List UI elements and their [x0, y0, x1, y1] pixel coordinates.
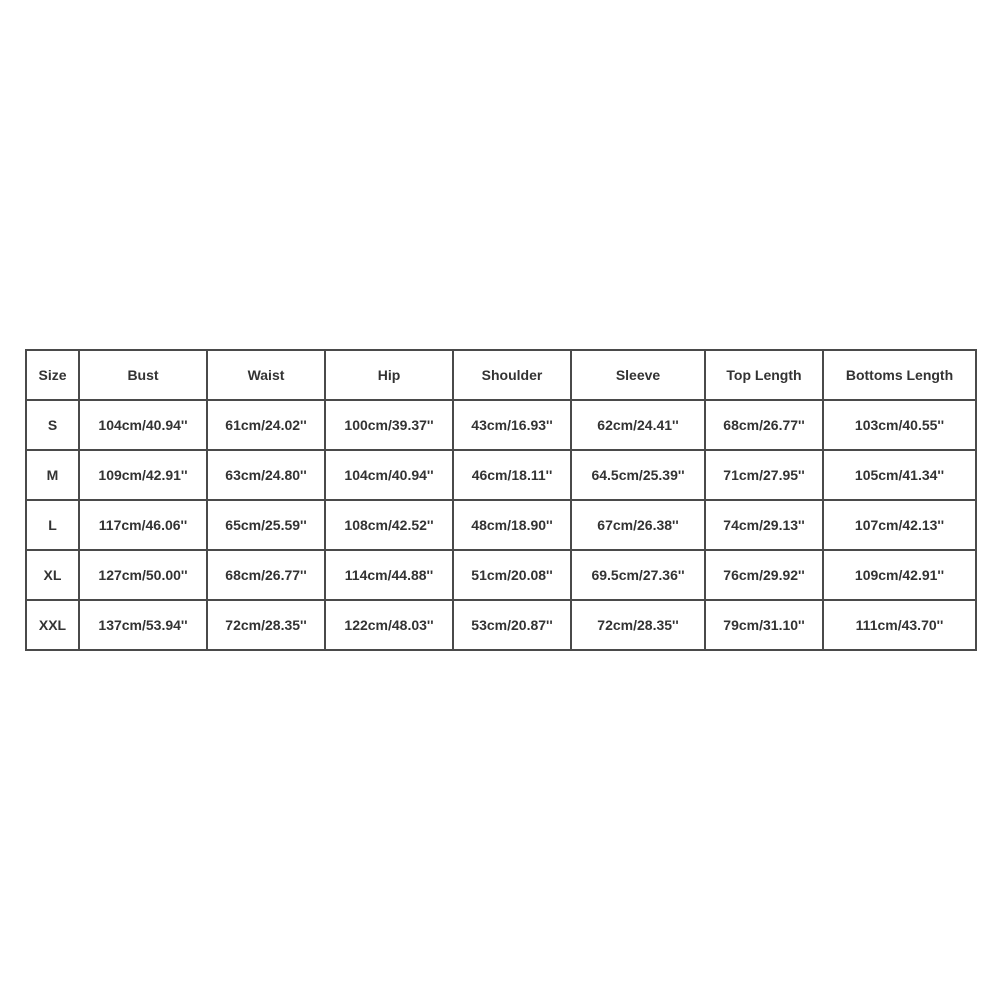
- cell-hip: 108cm/42.52'': [325, 500, 453, 550]
- cell-shoulder: 46cm/18.11'': [453, 450, 571, 500]
- cell-sleeve: 64.5cm/25.39'': [571, 450, 705, 500]
- cell-waist: 61cm/24.02'': [207, 400, 325, 450]
- column-header-shoulder: Shoulder: [453, 350, 571, 400]
- cell-hip: 104cm/40.94'': [325, 450, 453, 500]
- table-row: [26, 400, 976, 450]
- cell-waist: 63cm/24.80'': [207, 450, 325, 500]
- cell-shoulder: 51cm/20.08'': [453, 550, 571, 600]
- cell-bottoms-length: 103cm/40.55'': [823, 400, 976, 450]
- column-header-hip: Hip: [325, 350, 453, 400]
- cell-top-length: 79cm/31.10'': [705, 600, 823, 650]
- cell-shoulder: 53cm/20.87'': [453, 600, 571, 650]
- table-row: [26, 450, 976, 500]
- cell-top-length: 76cm/29.92'': [705, 550, 823, 600]
- cell-size: L: [26, 500, 79, 550]
- cell-top-length: 68cm/26.77'': [705, 400, 823, 450]
- cell-hip: 122cm/48.03'': [325, 600, 453, 650]
- column-header-bust: Bust: [79, 350, 207, 400]
- cell-shoulder: 48cm/18.90'': [453, 500, 571, 550]
- cell-hip: 100cm/39.37'': [325, 400, 453, 450]
- cell-bust: 109cm/42.91'': [79, 450, 207, 500]
- cell-bust: 137cm/53.94'': [79, 600, 207, 650]
- table-row: [26, 500, 976, 550]
- column-header-size: Size: [26, 350, 79, 400]
- cell-size: S: [26, 400, 79, 450]
- cell-size: M: [26, 450, 79, 500]
- cell-hip: 114cm/44.88'': [325, 550, 453, 600]
- column-header-sleeve: Sleeve: [571, 350, 705, 400]
- column-header-waist: Waist: [207, 350, 325, 400]
- size-chart-table: [25, 349, 977, 651]
- cell-waist: 68cm/26.77'': [207, 550, 325, 600]
- table-row: [26, 600, 976, 650]
- cell-top-length: 74cm/29.13'': [705, 500, 823, 550]
- header-row: [26, 350, 976, 400]
- cell-bottoms-length: 107cm/42.13'': [823, 500, 976, 550]
- cell-sleeve: 69.5cm/27.36'': [571, 550, 705, 600]
- column-header-bottoms-length: Bottoms Length: [823, 350, 976, 400]
- table-row: [26, 550, 976, 600]
- cell-top-length: 71cm/27.95'': [705, 450, 823, 500]
- cell-sleeve: 62cm/24.41'': [571, 400, 705, 450]
- cell-size: XXL: [26, 600, 79, 650]
- cell-size: XL: [26, 550, 79, 600]
- table-body: [26, 400, 976, 650]
- cell-sleeve: 72cm/28.35'': [571, 600, 705, 650]
- cell-sleeve: 67cm/26.38'': [571, 500, 705, 550]
- cell-bust: 104cm/40.94'': [79, 400, 207, 450]
- column-header-top-length: Top Length: [705, 350, 823, 400]
- cell-bust: 117cm/46.06'': [79, 500, 207, 550]
- cell-bottoms-length: 111cm/43.70'': [823, 600, 976, 650]
- cell-bottoms-length: 105cm/41.34'': [823, 450, 976, 500]
- cell-bottoms-length: 109cm/42.91'': [823, 550, 976, 600]
- cell-waist: 72cm/28.35'': [207, 600, 325, 650]
- cell-shoulder: 43cm/16.93'': [453, 400, 571, 450]
- cell-waist: 65cm/25.59'': [207, 500, 325, 550]
- cell-bust: 127cm/50.00'': [79, 550, 207, 600]
